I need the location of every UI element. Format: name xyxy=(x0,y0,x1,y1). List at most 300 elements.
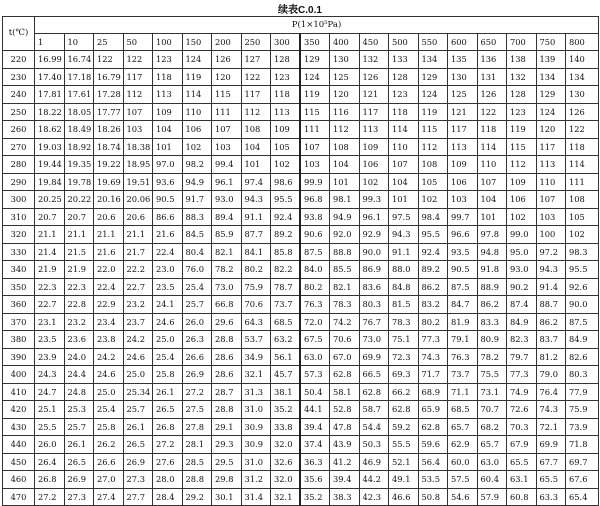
value-cell: 26.0 xyxy=(35,436,65,454)
value-cell: 76.0 xyxy=(182,261,212,279)
value-cell: 115 xyxy=(507,138,537,156)
value-cell: 19.84 xyxy=(35,173,65,191)
table-row xyxy=(3,313,599,331)
value-cell: 96.6 xyxy=(448,226,478,244)
value-cell: 96.1 xyxy=(212,173,242,191)
value-cell: 134 xyxy=(566,68,599,86)
value-cell: 27.2 xyxy=(153,436,183,454)
value-cell: 21.6 xyxy=(94,243,124,261)
value-cell: 92.9 xyxy=(359,226,389,244)
value-cell: 97.5 xyxy=(389,208,419,226)
value-cell: 22.2 xyxy=(123,261,153,279)
value-cell: 80.2 xyxy=(418,313,448,331)
value-cell: 26.1 xyxy=(64,436,94,454)
value-cell: 74.9 xyxy=(507,383,537,401)
value-cell: 133 xyxy=(389,51,419,69)
value-cell: 25.4 xyxy=(153,348,183,366)
value-cell: 73.7 xyxy=(448,366,478,384)
temperature-cell: 280 xyxy=(3,156,35,174)
value-cell: 99.0 xyxy=(507,226,537,244)
table-row xyxy=(3,278,599,296)
value-cell: 27.5 xyxy=(182,401,212,419)
value-cell: 20.7 xyxy=(64,208,94,226)
value-cell: 90.2 xyxy=(507,278,537,296)
value-cell: 138 xyxy=(507,51,537,69)
temperature-cell: 440 xyxy=(3,436,35,454)
value-cell: 36.3 xyxy=(300,453,330,471)
value-cell: 81.2 xyxy=(536,348,566,366)
value-cell: 25.8 xyxy=(94,418,124,436)
value-cell: 28.6 xyxy=(212,348,242,366)
value-cell: 21.1 xyxy=(94,226,124,244)
value-cell: 25.3 xyxy=(64,401,94,419)
value-cell: 80.9 xyxy=(477,331,507,349)
value-cell: 83.6 xyxy=(359,278,389,296)
value-cell: 130 xyxy=(566,86,599,104)
pressure-column-header: 800 xyxy=(566,34,599,51)
value-cell: 60.4 xyxy=(477,471,507,489)
value-cell: 66.2 xyxy=(389,383,419,401)
value-cell: 52.8 xyxy=(330,401,360,419)
value-cell: 88.0 xyxy=(389,261,419,279)
pressure-column-header: 250 xyxy=(241,34,271,51)
value-cell: 62.8 xyxy=(359,383,389,401)
pressure-column-header: 550 xyxy=(418,34,448,51)
value-cell: 83.7 xyxy=(536,331,566,349)
value-cell: 80.4 xyxy=(182,243,212,261)
value-cell: 75.5 xyxy=(477,366,507,384)
value-cell: 117 xyxy=(536,138,566,156)
value-cell: 25.7 xyxy=(64,418,94,436)
value-cell: 92.0 xyxy=(330,226,360,244)
value-cell: 132 xyxy=(507,68,537,86)
value-cell: 19.69 xyxy=(94,173,124,191)
value-cell: 72.0 xyxy=(300,313,330,331)
value-cell: 23.1 xyxy=(35,313,65,331)
value-cell: 107 xyxy=(389,156,419,174)
temperature-cell: 300 xyxy=(3,191,35,209)
table-row xyxy=(3,418,599,436)
value-cell: 91.1 xyxy=(241,208,271,226)
value-cell: 67.9 xyxy=(507,436,537,454)
value-cell: 81.9 xyxy=(448,313,478,331)
value-cell: 26.9 xyxy=(123,453,153,471)
value-cell: 99.3 xyxy=(359,191,389,209)
value-cell: 62.8 xyxy=(418,418,448,436)
value-cell: 29.8 xyxy=(212,471,242,489)
value-cell: 119 xyxy=(507,121,537,139)
value-cell: 87.5 xyxy=(566,313,599,331)
value-cell: 77.3 xyxy=(418,331,448,349)
value-cell: 32.1 xyxy=(241,366,271,384)
value-cell: 26.8 xyxy=(153,418,183,436)
value-cell: 31.2 xyxy=(241,471,271,489)
table-row xyxy=(3,51,599,69)
temperature-cell: 260 xyxy=(3,121,35,139)
value-cell: 86.2 xyxy=(477,296,507,314)
value-cell: 26.0 xyxy=(182,313,212,331)
value-cell: 126 xyxy=(212,51,242,69)
value-cell: 119 xyxy=(182,68,212,86)
temperature-cell: 230 xyxy=(3,68,35,86)
value-cell: 114 xyxy=(566,156,599,174)
value-cell: 69.9 xyxy=(359,348,389,366)
temperature-cell: 360 xyxy=(3,296,35,314)
value-cell: 126 xyxy=(359,68,389,86)
value-cell: 120 xyxy=(330,86,360,104)
value-cell: 90.5 xyxy=(448,261,478,279)
value-cell: 20.22 xyxy=(64,191,94,209)
value-cell: 67.6 xyxy=(566,471,599,489)
value-cell: 68.2 xyxy=(477,418,507,436)
value-cell: 106 xyxy=(507,191,537,209)
value-cell: 24.6 xyxy=(94,366,124,384)
table-row xyxy=(3,243,599,261)
value-cell: 106 xyxy=(182,121,212,139)
value-cell: 104 xyxy=(153,121,183,139)
value-cell: 70.3 xyxy=(507,418,537,436)
value-cell: 93.5 xyxy=(448,243,478,261)
value-cell: 107 xyxy=(536,191,566,209)
temperature-cell: 330 xyxy=(3,243,35,261)
value-cell: 76.3 xyxy=(300,296,330,314)
value-cell: 22.8 xyxy=(64,296,94,314)
value-cell: 72.1 xyxy=(536,418,566,436)
value-cell: 53.7 xyxy=(241,331,271,349)
value-cell: 60.8 xyxy=(507,488,537,506)
value-cell: 69.3 xyxy=(389,366,419,384)
value-cell: 24.6 xyxy=(153,313,183,331)
value-cell: 89.2 xyxy=(271,226,301,244)
value-cell: 108 xyxy=(330,138,360,156)
value-cell: 31.3 xyxy=(241,383,271,401)
value-cell: 42.3 xyxy=(359,488,389,506)
value-cell: 55.5 xyxy=(389,436,419,454)
value-cell: 63.3 xyxy=(536,488,566,506)
value-cell: 117 xyxy=(448,121,478,139)
value-cell: 22.4 xyxy=(153,243,183,261)
value-cell: 27.3 xyxy=(64,488,94,506)
value-cell: 24.2 xyxy=(123,331,153,349)
value-cell: 112 xyxy=(507,156,537,174)
value-cell: 107 xyxy=(123,103,153,121)
value-cell: 113 xyxy=(359,121,389,139)
value-cell: 18.92 xyxy=(64,138,94,156)
pressure-column-header: 1 xyxy=(35,34,65,51)
value-cell: 27.2 xyxy=(35,488,65,506)
value-cell: 50.3 xyxy=(359,436,389,454)
value-cell: 44.2 xyxy=(359,471,389,489)
value-cell: 107 xyxy=(477,173,507,191)
value-cell: 20.25 xyxy=(35,191,65,209)
value-cell: 102 xyxy=(418,191,448,209)
value-cell: 129 xyxy=(418,68,448,86)
value-cell: 111 xyxy=(566,173,599,191)
value-cell: 131 xyxy=(477,68,507,86)
value-cell: 106 xyxy=(359,156,389,174)
value-cell: 32.0 xyxy=(271,471,301,489)
value-cell: 122 xyxy=(566,121,599,139)
value-cell: 112 xyxy=(123,86,153,104)
value-cell: 54.6 xyxy=(448,488,478,506)
temperature-cell: 340 xyxy=(3,261,35,279)
value-cell: 41.2 xyxy=(330,453,360,471)
value-cell: 46.9 xyxy=(359,453,389,471)
table-row xyxy=(3,366,599,384)
pressure-column-header: 25 xyxy=(94,34,124,51)
value-cell: 110 xyxy=(182,103,212,121)
value-cell: 19.78 xyxy=(64,173,94,191)
value-cell: 104 xyxy=(389,173,419,191)
value-cell: 80.3 xyxy=(566,366,599,384)
value-cell: 95.5 xyxy=(271,191,301,209)
value-cell: 105 xyxy=(566,208,599,226)
value-cell: 56.1 xyxy=(271,348,301,366)
value-cell: 69.9 xyxy=(536,436,566,454)
value-cell: 94.3 xyxy=(241,191,271,209)
value-cell: 21.6 xyxy=(153,226,183,244)
table-row xyxy=(3,488,599,506)
value-cell: 127 xyxy=(241,51,271,69)
value-cell: 22.9 xyxy=(94,296,124,314)
value-cell: 65.4 xyxy=(566,488,599,506)
value-cell: 45.7 xyxy=(271,366,301,384)
value-cell: 19.44 xyxy=(35,156,65,174)
value-cell: 90.6 xyxy=(300,226,330,244)
table-row xyxy=(3,471,599,489)
value-cell: 97.2 xyxy=(536,243,566,261)
value-cell: 67.7 xyxy=(536,453,566,471)
value-cell: 103 xyxy=(448,191,478,209)
value-cell: 82.1 xyxy=(212,243,242,261)
value-cell: 64.3 xyxy=(241,313,271,331)
value-cell: 85.5 xyxy=(330,261,360,279)
value-cell: 123 xyxy=(389,86,419,104)
value-cell: 120 xyxy=(536,121,566,139)
value-cell: 52.1 xyxy=(389,453,419,471)
value-cell: 58.1 xyxy=(330,383,360,401)
value-cell: 26.5 xyxy=(123,436,153,454)
pressure-columns-row xyxy=(3,34,599,51)
temperature-cell: 460 xyxy=(3,471,35,489)
value-cell: 22.7 xyxy=(123,278,153,296)
value-cell: 73.0 xyxy=(212,278,242,296)
value-cell: 24.6 xyxy=(123,348,153,366)
pressure-column-header: 300 xyxy=(271,34,301,51)
value-cell: 98.2 xyxy=(182,156,212,174)
value-cell: 134 xyxy=(418,51,448,69)
value-cell: 123 xyxy=(507,103,537,121)
value-cell: 101 xyxy=(330,173,360,191)
value-cell: 78.2 xyxy=(212,261,242,279)
value-cell: 122 xyxy=(477,103,507,121)
value-cell: 27.0 xyxy=(94,471,124,489)
value-cell: 82.6 xyxy=(566,348,599,366)
value-cell: 85.9 xyxy=(212,226,242,244)
value-cell: 87.5 xyxy=(300,243,330,261)
value-cell: 58.7 xyxy=(359,401,389,419)
value-cell: 23.8 xyxy=(94,331,124,349)
value-cell: 24.0 xyxy=(64,348,94,366)
value-cell: 23.2 xyxy=(123,296,153,314)
value-cell: 22.3 xyxy=(35,278,65,296)
pressure-column-header: 750 xyxy=(536,34,566,51)
temperature-cell: 250 xyxy=(3,103,35,121)
value-cell: 18.26 xyxy=(94,121,124,139)
value-cell: 122 xyxy=(241,68,271,86)
value-cell: 50.8 xyxy=(418,488,448,506)
value-cell: 44.1 xyxy=(300,401,330,419)
value-cell: 88.3 xyxy=(182,208,212,226)
value-cell: 47.8 xyxy=(330,418,360,436)
value-cell: 128 xyxy=(507,86,537,104)
value-cell: 90.5 xyxy=(153,191,183,209)
value-cell: 84.7 xyxy=(448,296,478,314)
value-cell: 19.03 xyxy=(35,138,65,156)
value-cell: 63.2 xyxy=(271,331,301,349)
value-cell: 75.9 xyxy=(566,401,599,419)
value-cell: 25.0 xyxy=(123,366,153,384)
data-table xyxy=(2,16,599,506)
value-cell: 117 xyxy=(241,86,271,104)
value-cell: 97.4 xyxy=(241,173,271,191)
value-cell: 104 xyxy=(477,191,507,209)
value-cell: 28.8 xyxy=(212,331,242,349)
value-cell: 18.05 xyxy=(64,103,94,121)
value-cell: 101 xyxy=(241,156,271,174)
value-cell: 108 xyxy=(566,191,599,209)
value-cell: 21.1 xyxy=(35,226,65,244)
value-cell: 122 xyxy=(94,51,124,69)
value-cell: 98.1 xyxy=(330,191,360,209)
value-cell: 34.9 xyxy=(241,348,271,366)
value-cell: 78.3 xyxy=(389,313,419,331)
value-cell: 74.3 xyxy=(536,401,566,419)
value-cell: 76.3 xyxy=(448,348,478,366)
value-cell: 18.95 xyxy=(123,156,153,174)
value-cell: 76.4 xyxy=(536,383,566,401)
value-cell: 90.0 xyxy=(566,296,599,314)
value-cell: 38.1 xyxy=(271,383,301,401)
value-cell: 99.4 xyxy=(212,156,242,174)
value-cell: 18.49 xyxy=(64,121,94,139)
value-cell: 22.7 xyxy=(35,296,65,314)
value-cell: 69.7 xyxy=(566,453,599,471)
value-cell: 103 xyxy=(212,138,242,156)
value-cell: 112 xyxy=(241,103,271,121)
value-cell: 31.0 xyxy=(241,453,271,471)
value-cell: 33.8 xyxy=(271,418,301,436)
value-cell: 63.0 xyxy=(300,348,330,366)
value-cell: 62.8 xyxy=(389,401,419,419)
value-cell: 78.3 xyxy=(330,296,360,314)
value-cell: 74.3 xyxy=(418,348,448,366)
value-cell: 96.1 xyxy=(359,208,389,226)
pressure-column-header: 400 xyxy=(330,34,360,51)
value-cell: 21.9 xyxy=(35,261,65,279)
value-cell: 87.7 xyxy=(241,226,271,244)
table-row xyxy=(3,191,599,209)
value-cell: 129 xyxy=(300,51,330,69)
temperature-cell: 290 xyxy=(3,173,35,191)
temperature-cell: 310 xyxy=(3,208,35,226)
value-cell: 94.8 xyxy=(477,243,507,261)
value-cell: 118 xyxy=(153,68,183,86)
table-header xyxy=(3,17,599,51)
table-row xyxy=(3,296,599,314)
value-cell: 102 xyxy=(566,226,599,244)
value-cell: 82.2 xyxy=(271,261,301,279)
value-cell: 81.5 xyxy=(389,296,419,314)
value-cell: 29.6 xyxy=(212,313,242,331)
value-cell: 104 xyxy=(241,138,271,156)
value-cell: 74.2 xyxy=(330,313,360,331)
value-cell: 73.0 xyxy=(359,331,389,349)
value-cell: 80.3 xyxy=(359,296,389,314)
value-cell: 85.8 xyxy=(271,243,301,261)
value-cell: 25.7 xyxy=(123,401,153,419)
value-cell: 26.4 xyxy=(35,453,65,471)
value-cell: 57.3 xyxy=(300,366,330,384)
value-cell: 26.9 xyxy=(182,366,212,384)
value-cell: 92.4 xyxy=(271,208,301,226)
value-cell: 96.8 xyxy=(300,191,330,209)
value-cell: 72.6 xyxy=(507,401,537,419)
value-cell: 84.9 xyxy=(566,331,599,349)
value-cell: 130 xyxy=(448,68,478,86)
value-cell: 21.7 xyxy=(123,243,153,261)
value-cell: 23.9 xyxy=(35,348,65,366)
value-cell: 95.0 xyxy=(507,243,537,261)
value-cell: 24.4 xyxy=(64,366,94,384)
value-cell: 23.5 xyxy=(35,331,65,349)
value-cell: 22.3 xyxy=(64,278,94,296)
pressure-column-header: 450 xyxy=(359,34,389,51)
value-cell: 94.3 xyxy=(536,261,566,279)
pressure-column-header: 600 xyxy=(448,34,478,51)
value-cell: 125 xyxy=(330,68,360,86)
value-cell: 93.0 xyxy=(212,191,242,209)
table-row xyxy=(3,138,599,156)
value-cell: 18.62 xyxy=(35,121,65,139)
value-cell: 118 xyxy=(271,86,301,104)
temperature-cell: 380 xyxy=(3,331,35,349)
pressure-column-header: 200 xyxy=(212,34,242,51)
table-row xyxy=(3,261,599,279)
value-cell: 18.74 xyxy=(94,138,124,156)
value-cell: 130 xyxy=(330,51,360,69)
value-cell: 99.7 xyxy=(448,208,478,226)
value-cell: 77.3 xyxy=(507,366,537,384)
value-cell: 65.5 xyxy=(507,453,537,471)
value-cell: 24.3 xyxy=(35,366,65,384)
value-cell: 115 xyxy=(418,121,448,139)
value-cell: 17.81 xyxy=(35,86,65,104)
value-cell: 30.9 xyxy=(241,418,271,436)
value-cell: 110 xyxy=(536,173,566,191)
value-cell: 86.9 xyxy=(359,261,389,279)
value-cell: 100 xyxy=(536,226,566,244)
value-cell: 122 xyxy=(123,51,153,69)
value-cell: 82.3 xyxy=(507,331,537,349)
table-row xyxy=(3,173,599,191)
value-cell: 84.8 xyxy=(389,278,419,296)
value-cell: 113 xyxy=(448,138,478,156)
value-cell: 120 xyxy=(212,68,242,86)
value-cell: 26.9 xyxy=(64,471,94,489)
value-cell: 124 xyxy=(418,86,448,104)
value-cell: 136 xyxy=(477,51,507,69)
